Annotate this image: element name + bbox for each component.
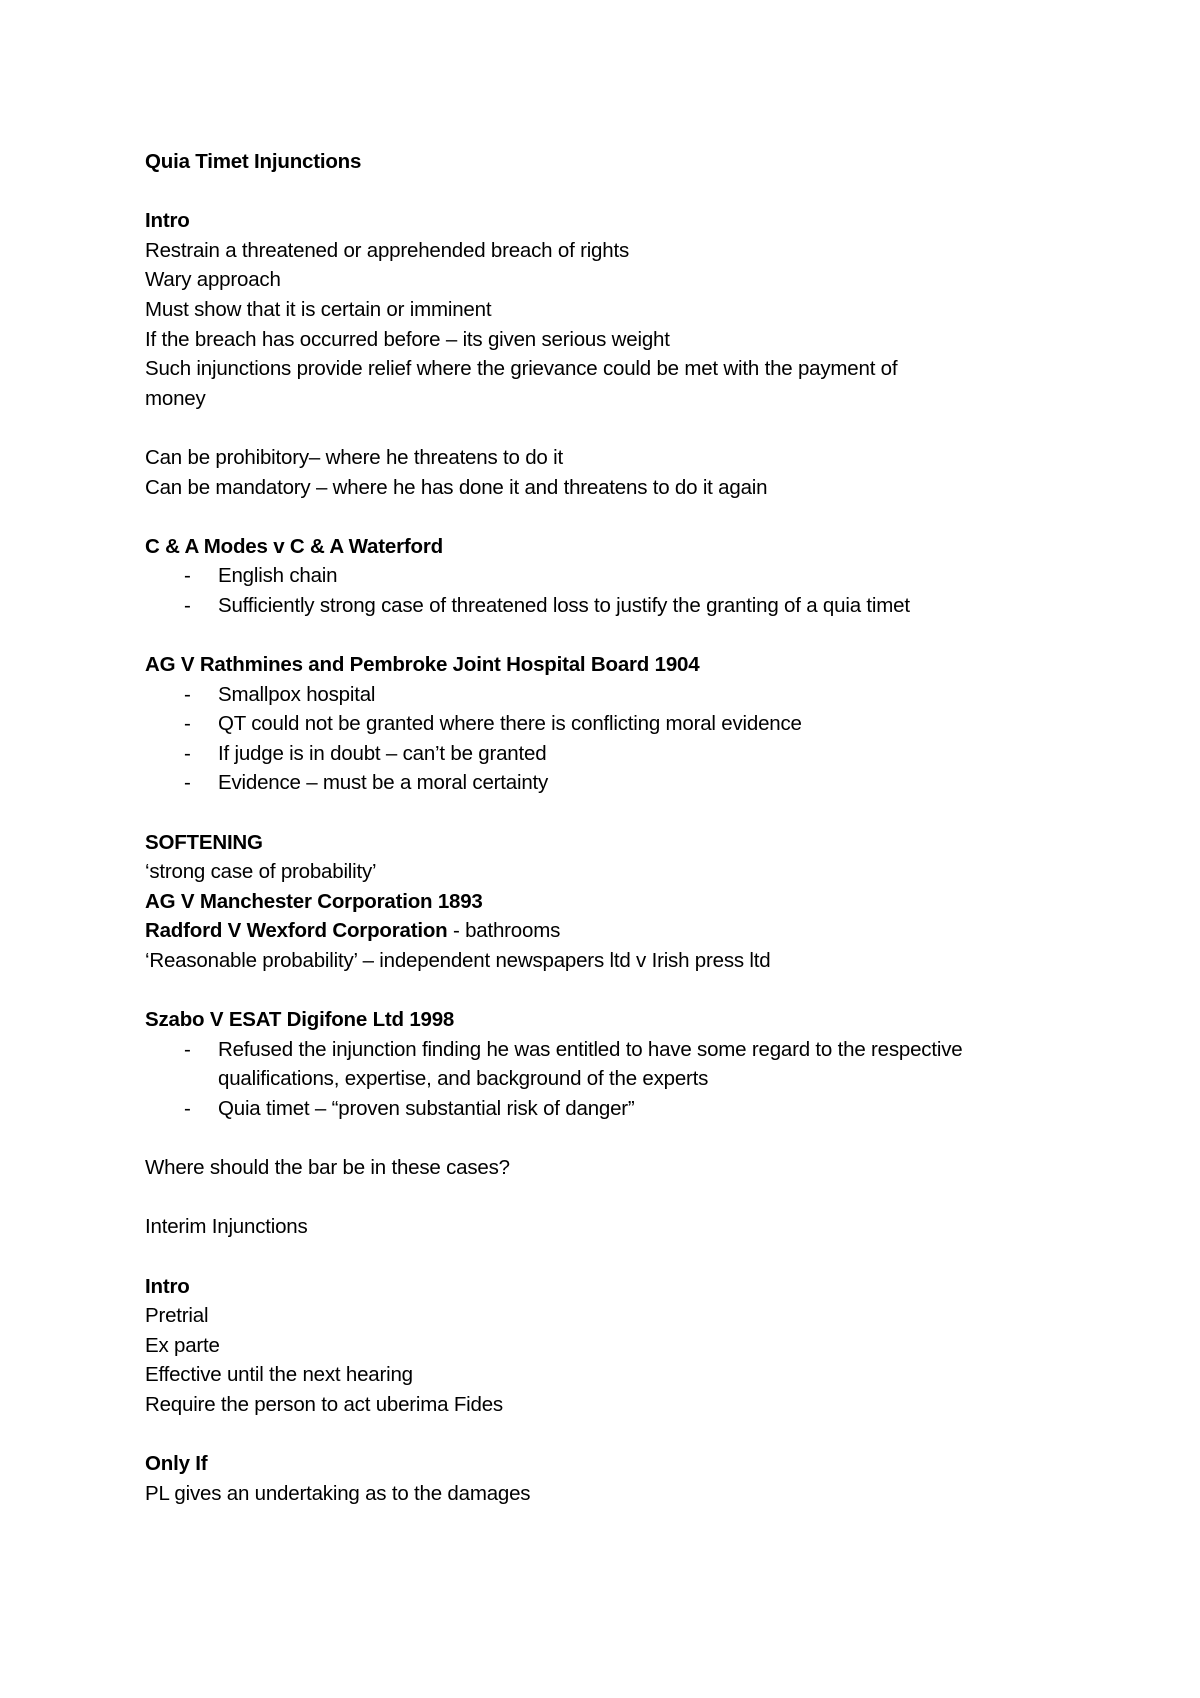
list-item-text: Smallpox hospital <box>218 682 376 706</box>
case-name: Radford V Wexford Corporation <box>145 919 448 943</box>
list-item-text: Refused the injunction finding he was entitled to have some regard to the respective qualifications, expertise, and background of the experts <box>218 1037 963 1091</box>
list-item <box>145 739 1105 769</box>
list-item <box>145 561 1105 591</box>
dash-bullet: - <box>184 1037 191 1061</box>
spacer <box>145 502 1105 532</box>
list-item-text: Evidence – must be a moral certainty <box>218 771 549 795</box>
list-item-text: English chain <box>218 564 338 588</box>
list-item <box>145 591 1105 621</box>
intro-line: If the breach has occurred before – its given serious weight <box>145 327 670 351</box>
spacer <box>145 798 1105 828</box>
softening-case-line <box>145 916 1105 946</box>
intro-line: Such injunctions provide relief where the grievance could be met with the payment of money <box>145 357 898 410</box>
document-body <box>145 147 1105 1508</box>
list-item-text: Sufficiently strong case of threatened loss to justify the granting of a quia timet <box>218 593 910 617</box>
softening-heading: SOFTENING <box>145 830 263 854</box>
case-heading: Szabo V ESAT Digifone Ltd 1998 <box>145 1008 455 1032</box>
list-item-text: If judge is in doubt – can’t be granted <box>218 741 547 765</box>
list-item <box>145 768 1105 798</box>
case-points-list <box>145 680 1105 798</box>
intro-line: Wary approach <box>145 268 281 292</box>
interim-line: Ex parte <box>145 1333 220 1357</box>
interim-intro-heading: Intro <box>145 1274 190 1298</box>
dash-bullet: - <box>184 682 191 706</box>
softening-quote: ‘strong case of probability’ <box>145 860 377 884</box>
case-points-list <box>145 561 1105 620</box>
only-if-line: PL gives an undertaking as to the damages <box>145 1481 531 1505</box>
dash-bullet: - <box>184 593 191 617</box>
intro-line: Restrain a threatened or apprehended breach of rights <box>145 238 630 262</box>
types-line: Can be prohibitory– where he threatens to do it <box>145 445 563 469</box>
dash-bullet: - <box>184 771 191 795</box>
case-heading: C & A Modes v C & A Waterford <box>145 534 443 558</box>
spacer <box>145 1242 1105 1272</box>
case-note: - bathrooms <box>447 919 561 943</box>
case-heading: AG V Rathmines and Pembroke Joint Hospital Board 1904 <box>145 653 700 677</box>
intro-line: Must show that it is certain or imminent <box>145 297 492 321</box>
list-item-text: Quia timet – “proven substantial risk of danger” <box>218 1097 635 1120</box>
spacer <box>145 413 1105 443</box>
interim-line: Pretrial <box>145 1304 209 1328</box>
case-points-list <box>145 1035 1105 1124</box>
list-item <box>145 680 1105 710</box>
spacer <box>145 1183 1105 1213</box>
dash-bullet: - <box>184 1097 191 1120</box>
spacer <box>145 976 1105 1006</box>
softening-reasonable: ‘Reasonable probability’ – independent newspapers ltd v Irish press ltd <box>145 949 771 973</box>
dash-bullet: - <box>184 741 191 765</box>
list-item <box>145 1035 1058 1094</box>
spacer <box>145 1420 1105 1450</box>
dash-bullet: - <box>184 712 191 736</box>
only-if-heading: Only If <box>145 1452 208 1476</box>
dash-bullet: - <box>184 564 191 588</box>
spacer <box>145 177 1105 207</box>
document-title: Quia Timet Injunctions <box>145 150 362 173</box>
interim-line: Require the person to act uberima Fides <box>145 1392 503 1416</box>
types-line: Can be mandatory – where he has done it and threatens to do it again <box>145 475 768 499</box>
question-line: Where should the bar be in these cases? <box>145 1156 510 1180</box>
case-heading: AG V Manchester Corporation 1893 <box>145 889 483 913</box>
list-item <box>145 1094 1105 1124</box>
spacer <box>145 1124 1105 1154</box>
interim-line: Effective until the next hearing <box>145 1363 413 1387</box>
list-item <box>145 709 1105 739</box>
section-title: Interim Injunctions <box>145 1215 308 1239</box>
spacer <box>145 621 1105 651</box>
intro-heading: Intro <box>145 209 190 233</box>
list-item-text: QT could not be granted where there is conflicting moral evidence <box>218 712 802 736</box>
